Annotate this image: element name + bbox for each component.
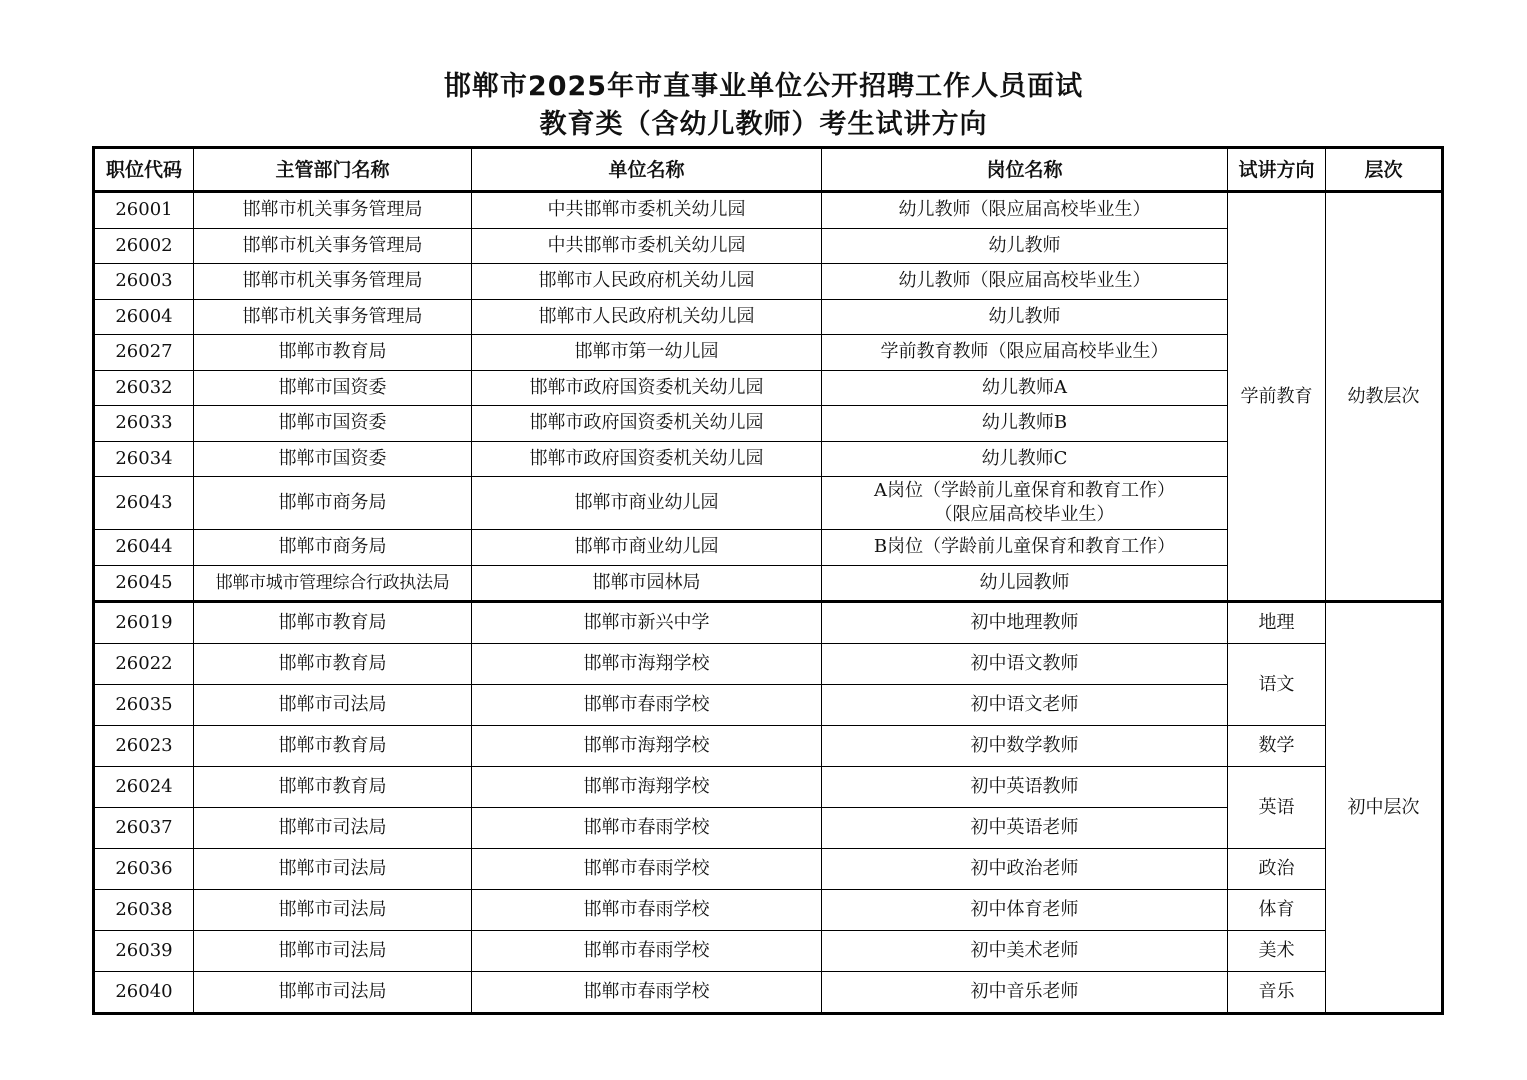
table-row	[94, 931, 1443, 972]
cell-post: 幼儿教师C	[822, 441, 1228, 477]
cell-dept: 邯郸市机关事务管理局	[194, 264, 472, 300]
cell-unit: 邯郸市春雨学校	[472, 931, 822, 972]
cell-code: 26034	[94, 441, 194, 477]
cell-direction: 政治	[1228, 849, 1326, 890]
cell-dept: 邯郸市国资委	[194, 370, 472, 406]
cell-unit: 中共邯郸市委机关幼儿园	[472, 192, 822, 229]
cell-code: 26033	[94, 406, 194, 442]
cell-code: 26038	[94, 890, 194, 931]
header-direction: 试讲方向	[1228, 148, 1326, 192]
cell-dept: 邯郸市司法局	[194, 685, 472, 726]
cell-code: 26040	[94, 972, 194, 1014]
table-row	[94, 726, 1443, 767]
cell-code: 26032	[94, 370, 194, 406]
cell-dept: 邯郸市教育局	[194, 335, 472, 371]
cell-code: 26019	[94, 602, 194, 644]
cell-unit: 邯郸市海翔学校	[472, 726, 822, 767]
cell-code: 26023	[94, 726, 194, 767]
cell-post: 初中数学教师	[822, 726, 1228, 767]
cell-direction-preschool: 学前教育	[1228, 192, 1326, 602]
table-row	[94, 890, 1443, 931]
cell-post: 初中语文老师	[822, 685, 1228, 726]
cell-post: 初中英语老师	[822, 808, 1228, 849]
cell-dept: 邯郸市教育局	[194, 767, 472, 808]
cell-code: 26043	[94, 477, 194, 530]
cell-post: 初中音乐老师	[822, 972, 1228, 1014]
cell-post: 初中英语教师	[822, 767, 1228, 808]
cell-code: 26035	[94, 685, 194, 726]
cell-dept: 邯郸市教育局	[194, 726, 472, 767]
cell-level-middle: 初中层次	[1326, 602, 1443, 1014]
cell-unit: 邯郸市人民政府机关幼儿园	[472, 264, 822, 300]
table-row	[94, 767, 1443, 808]
cell-post	[822, 477, 1228, 530]
cell-direction: 地理	[1228, 602, 1326, 644]
cell-code: 26027	[94, 335, 194, 371]
cell-unit: 邯郸市第一幼儿园	[472, 335, 822, 371]
cell-code: 26044	[94, 530, 194, 566]
cell-post: 幼儿教师	[822, 228, 1228, 264]
cell-post: 幼儿教师（限应届高校毕业生）	[822, 192, 1228, 229]
cell-post: 初中语文教师	[822, 644, 1228, 685]
cell-unit: 邯郸市人民政府机关幼儿园	[472, 299, 822, 335]
cell-direction: 美术	[1228, 931, 1326, 972]
cell-post: 幼儿教师（限应届高校毕业生）	[822, 264, 1228, 300]
cell-post: 幼儿教师A	[822, 370, 1228, 406]
cell-unit: 邯郸市春雨学校	[472, 890, 822, 931]
cell-post: 幼儿教师B	[822, 406, 1228, 442]
header-level: 层次	[1326, 148, 1443, 192]
cell-unit: 邯郸市政府国资委机关幼儿园	[472, 406, 822, 442]
header-dept: 主管部门名称	[194, 148, 472, 192]
cell-post: 初中地理教师	[822, 602, 1228, 644]
table-row	[94, 602, 1443, 644]
cell-dept: 邯郸市机关事务管理局	[194, 228, 472, 264]
table-row	[94, 972, 1443, 1014]
cell-dept: 邯郸市机关事务管理局	[194, 299, 472, 335]
cell-post-line2: （限应届高校毕业生）	[934, 504, 1115, 525]
cell-unit: 邯郸市海翔学校	[472, 644, 822, 685]
cell-dept: 邯郸市教育局	[194, 602, 472, 644]
cell-unit: 邯郸市政府国资委机关幼儿园	[472, 441, 822, 477]
cell-dept: 邯郸市国资委	[194, 406, 472, 442]
table-row	[94, 192, 1443, 229]
cell-unit: 中共邯郸市委机关幼儿园	[472, 228, 822, 264]
cell-code: 26002	[94, 228, 194, 264]
interview-direction-table	[92, 146, 1444, 1015]
cell-unit: 邯郸市春雨学校	[472, 972, 822, 1014]
cell-unit: 邯郸市园林局	[472, 565, 822, 602]
cell-code: 26001	[94, 192, 194, 229]
table-row	[94, 644, 1443, 685]
cell-unit: 邯郸市商业幼儿园	[472, 477, 822, 530]
cell-code: 26045	[94, 565, 194, 602]
cell-code: 26003	[94, 264, 194, 300]
cell-unit: 邯郸市春雨学校	[472, 849, 822, 890]
cell-direction: 音乐	[1228, 972, 1326, 1014]
cell-direction: 数学	[1228, 726, 1326, 767]
cell-post: 初中美术老师	[822, 931, 1228, 972]
header-code: 职位代码	[94, 148, 194, 192]
cell-post: 初中体育老师	[822, 890, 1228, 931]
cell-code: 26037	[94, 808, 194, 849]
cell-dept: 邯郸市教育局	[194, 644, 472, 685]
header-post: 岗位名称	[822, 148, 1228, 192]
cell-unit: 邯郸市海翔学校	[472, 767, 822, 808]
cell-unit: 邯郸市新兴中学	[472, 602, 822, 644]
cell-direction: 体育	[1228, 890, 1326, 931]
table-header-row	[94, 148, 1443, 192]
cell-dept: 邯郸市商务局	[194, 477, 472, 530]
cell-dept: 邯郸市机关事务管理局	[194, 192, 472, 229]
cell-dept: 邯郸市司法局	[194, 890, 472, 931]
cell-unit: 邯郸市商业幼儿园	[472, 530, 822, 566]
cell-dept: 邯郸市城市管理综合行政执法局	[194, 565, 472, 602]
cell-post: 初中政治老师	[822, 849, 1228, 890]
cell-code: 26036	[94, 849, 194, 890]
cell-dept: 邯郸市司法局	[194, 972, 472, 1014]
cell-dept: 邯郸市商务局	[194, 530, 472, 566]
cell-post: 学前教育教师（限应届高校毕业生）	[822, 335, 1228, 371]
cell-unit: 邯郸市政府国资委机关幼儿园	[472, 370, 822, 406]
page-title: 邯郸市2025年市直事业单位公开招聘工作人员面试	[443, 71, 1084, 102]
cell-code: 26004	[94, 299, 194, 335]
cell-dept: 邯郸市司法局	[194, 931, 472, 972]
header-unit: 单位名称	[472, 148, 822, 192]
table-row	[94, 849, 1443, 890]
cell-post: 幼儿教师	[822, 299, 1228, 335]
cell-code: 26039	[94, 931, 194, 972]
cell-post: 幼儿园教师	[822, 565, 1228, 602]
cell-unit: 邯郸市春雨学校	[472, 808, 822, 849]
page-subtitle: 教育类（含幼儿教师）考生试讲方向	[539, 109, 988, 140]
cell-code: 26024	[94, 767, 194, 808]
cell-dept: 邯郸市国资委	[194, 441, 472, 477]
cell-direction: 英语	[1228, 767, 1326, 849]
cell-direction: 语文	[1228, 644, 1326, 726]
cell-code: 26022	[94, 644, 194, 685]
cell-unit: 邯郸市春雨学校	[472, 685, 822, 726]
cell-level-preschool: 幼教层次	[1326, 192, 1443, 602]
cell-post: B岗位（学龄前儿童保育和教育工作）	[822, 530, 1228, 566]
cell-dept: 邯郸市司法局	[194, 849, 472, 890]
cell-post-line1: A岗位（学龄前儿童保育和教育工作）	[874, 480, 1175, 501]
cell-dept: 邯郸市司法局	[194, 808, 472, 849]
